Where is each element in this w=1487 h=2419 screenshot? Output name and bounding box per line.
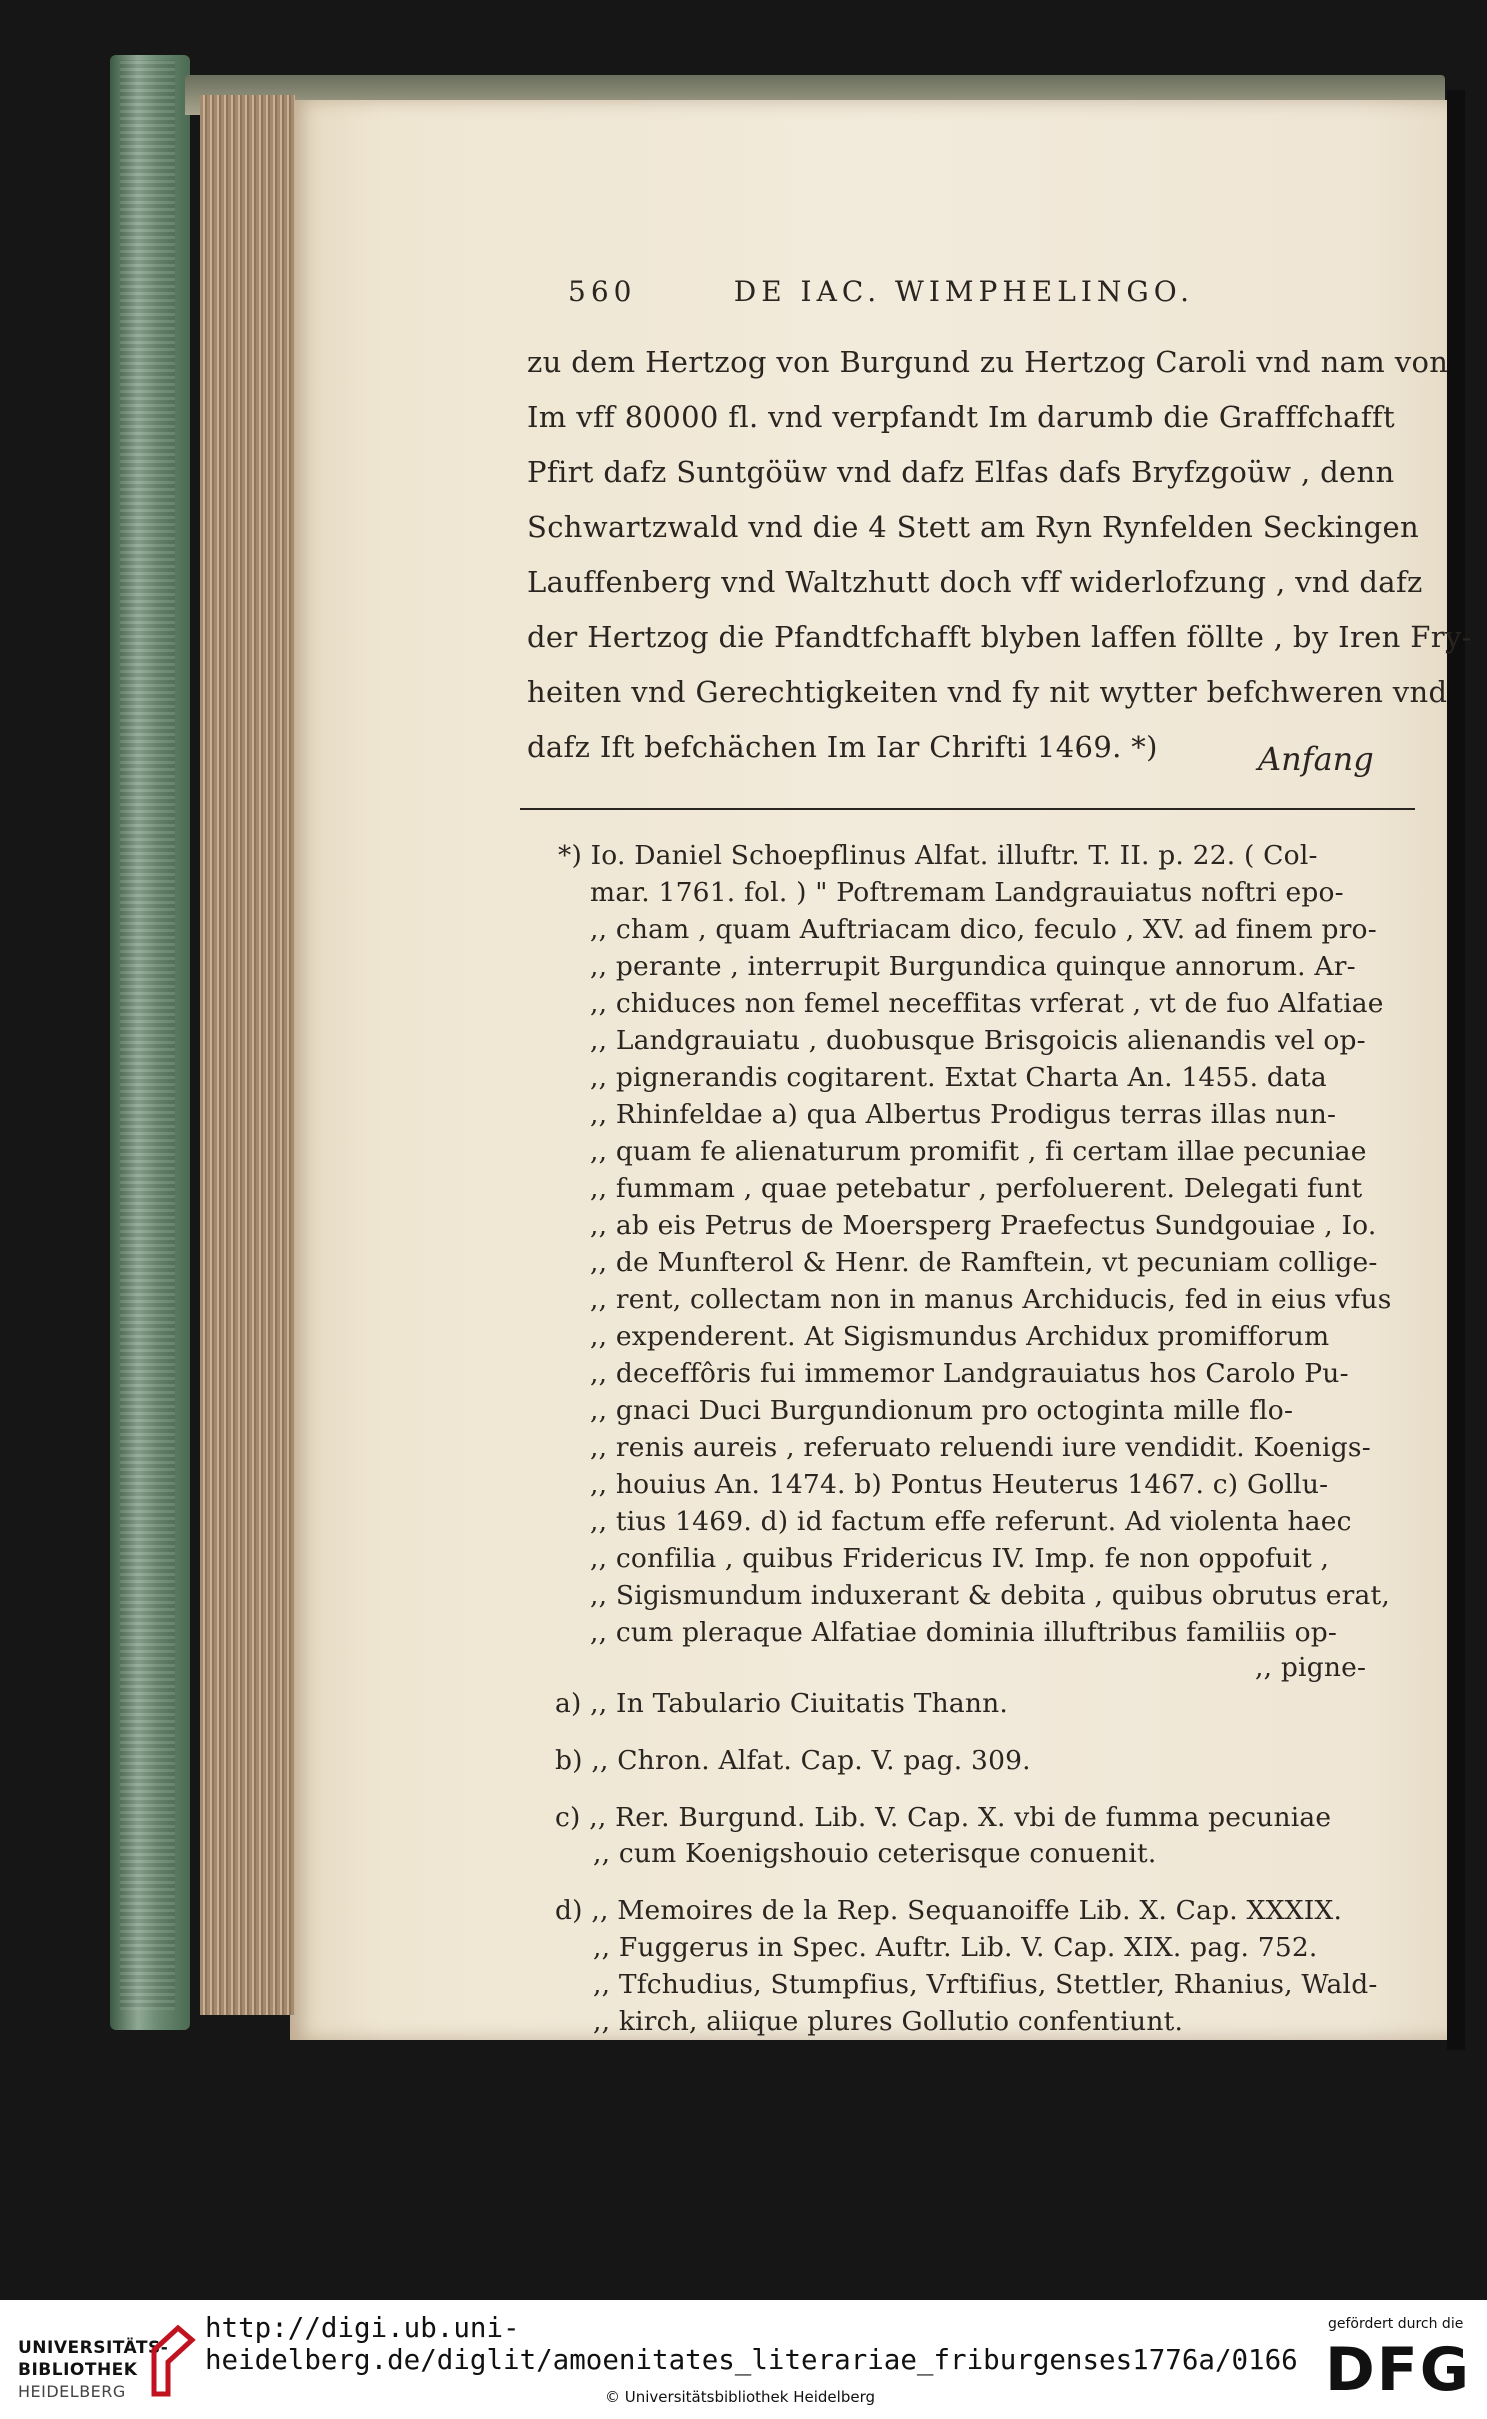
footnote-line: ,, gnaci Duci Burgundionum pro octoginta mille flo- bbox=[590, 1395, 1294, 1426]
reference-line: b) ,, Chron. Alfat. Cap. V. pag. 309. bbox=[555, 1745, 1031, 1776]
page-header: 560 DE IAC. WIMPHELINGO. bbox=[568, 275, 1194, 308]
footer-bar bbox=[0, 2300, 1487, 2419]
footnote-line: ,, chiduces non femel neceffitas vrferat , vt de fuo Alfatiae bbox=[590, 988, 1384, 1019]
footnote-line: ,, perante , interrupit Burgundica quinque annorum. Ar- bbox=[590, 951, 1356, 982]
body-line: der Hertzog die Pfandtfchafft blyben laffen föllte , by Iren Fry- bbox=[527, 620, 1472, 654]
library-name-line1: UNIVERSITÄTS- bbox=[18, 2338, 169, 2358]
body-line: dafz Ift befchächen Im Iar Chrifti 1469. *) bbox=[527, 730, 1158, 764]
body-line: heiten vnd Gerechtigkeiten vnd fy nit wytter befchweren vnd bbox=[527, 675, 1448, 709]
reference-line: a) ,, In Tabulario Ciuitatis Thann. bbox=[555, 1688, 1009, 1719]
body-line: Lauffenberg vnd Waltzhutt doch vff widerlofzung , vnd dafz bbox=[527, 565, 1423, 599]
footnote-line: ,, pignerandis cogitarent. Extat Charta An. 1455. data bbox=[590, 1062, 1327, 1093]
footnote-line: ,, cham , quam Auftriacam dico, feculo , XV. ad finem pro- bbox=[590, 914, 1377, 945]
binding-texture bbox=[120, 60, 175, 2010]
footnote-line: ,, houius An. 1474. b) Pontus Heuterus 1467. c) Gollu- bbox=[590, 1469, 1329, 1500]
body-line: Pfirt dafz Suntgöüw vnd dafz Elfas dafs Bryfzgoüw , denn bbox=[527, 455, 1395, 489]
footnote-line: ,, deceffôris fui immemor Landgrauiatus hos Carolo Pu- bbox=[590, 1358, 1349, 1389]
footnote-line: ,, expenderent. At Sigismundus Archidux promifforum bbox=[590, 1321, 1330, 1352]
footnote-line: ,, ab eis Petrus de Moersperg Praefectus Sundgouiae , Io. bbox=[590, 1210, 1377, 1241]
body-line: zu dem Hertzog von Burgund zu Hertzog Caroli vnd nam von bbox=[527, 345, 1449, 379]
page-block-edges bbox=[200, 95, 295, 2015]
reference-line: ,, Fuggerus in Spec. Auftr. Lib. V. Cap. XIX. pag. 752. bbox=[593, 1932, 1318, 1963]
reference-line: c) ,, Rer. Burgund. Lib. V. Cap. X. vbi de fumma pecuniae bbox=[555, 1802, 1332, 1833]
body-line: Schwartzwald vnd die 4 Stett am Ryn Rynfelden Seckingen bbox=[527, 510, 1420, 544]
reference-line: ,, Tfchudius, Stumpfius, Vrftifius, Stettler, Rhanius, Wald- bbox=[593, 1969, 1378, 2000]
dfg-logo: DFG bbox=[1325, 2335, 1472, 2405]
right-shadow bbox=[1447, 90, 1465, 2050]
footnote-line: ,, renis aureis , referuato reluendi iure vendidit. Koenigs- bbox=[590, 1432, 1371, 1463]
funding-label: gefördert durch die bbox=[1328, 2316, 1464, 2332]
document-url-link[interactable]: http://digi.ub.uni-heidelberg.de/diglit/amoenitates_literariae_friburgenses1776a/0166 bbox=[205, 2312, 1298, 2376]
library-name-line3: HEIDELBERG bbox=[18, 2382, 126, 2401]
footnote-line: mar. 1761. fol. ) " Poftremam Landgrauiatus noftri epo- bbox=[590, 877, 1344, 908]
footnote-line: ,, Rhinfeldae a) qua Albertus Prodigus terras illas nun- bbox=[590, 1099, 1337, 1130]
catchword: Anfang bbox=[1258, 740, 1374, 778]
copyright-text: © Universitätsbibliothek Heidelberg bbox=[605, 2388, 876, 2406]
footnote-line: ,, quam fe alienaturum promifit , fi certam illae pecuniae bbox=[590, 1136, 1367, 1167]
reference-line: d) ,, Memoires de la Rep. Sequanoiffe Lib. X. Cap. XXXIX. bbox=[555, 1895, 1343, 1926]
footnote-line: ,, rent, collectam non in manus Archiducis, fed in eius vfus bbox=[590, 1284, 1392, 1315]
footnote-line: ,, cum pleraque Alfatiae dominia illuftribus familiis op- bbox=[590, 1617, 1338, 1648]
footnote-line: ,, pigne- bbox=[1255, 1652, 1367, 1683]
reference-line: ,, kirch, aliique plures Gollutio confentiunt. bbox=[593, 2006, 1184, 2037]
footnote-rule bbox=[520, 808, 1415, 810]
footnote-line: ,, de Munfterol & Henr. de Ramftein, vt pecuniam collige- bbox=[590, 1247, 1378, 1278]
footnote-line: ,, confilia , quibus Fridericus IV. Imp. fe non oppofuit , bbox=[590, 1543, 1330, 1574]
library-name-line2: BIBLIOTHEK bbox=[18, 2360, 138, 2380]
footnote-line: ,, Sigismundum induxerant & debita , quibus obrutus erat, bbox=[590, 1580, 1390, 1611]
footnote-line: *) Io. Daniel Schoepflinus Alfat. illuftr. T. II. p. 22. ( Col- bbox=[558, 840, 1318, 871]
footnote-line: ,, tius 1469. d) id factum effe referunt. Ad violenta haec bbox=[590, 1506, 1352, 1537]
reference-line: ,, cum Koenigshouio ceterisque conuenit. bbox=[593, 1838, 1157, 1869]
library-logo-icon bbox=[148, 2320, 200, 2398]
footnote-line: ,, fummam , quae petebatur , perfoluerent. Delegati funt bbox=[590, 1173, 1363, 1204]
body-line: Im vff 80000 fl. vnd verpfandt Im darumb die Grafffchafft bbox=[527, 400, 1395, 434]
footnote-line: ,, Landgrauiatu , duobusque Brisgoicis alienandis vel op- bbox=[590, 1025, 1366, 1056]
